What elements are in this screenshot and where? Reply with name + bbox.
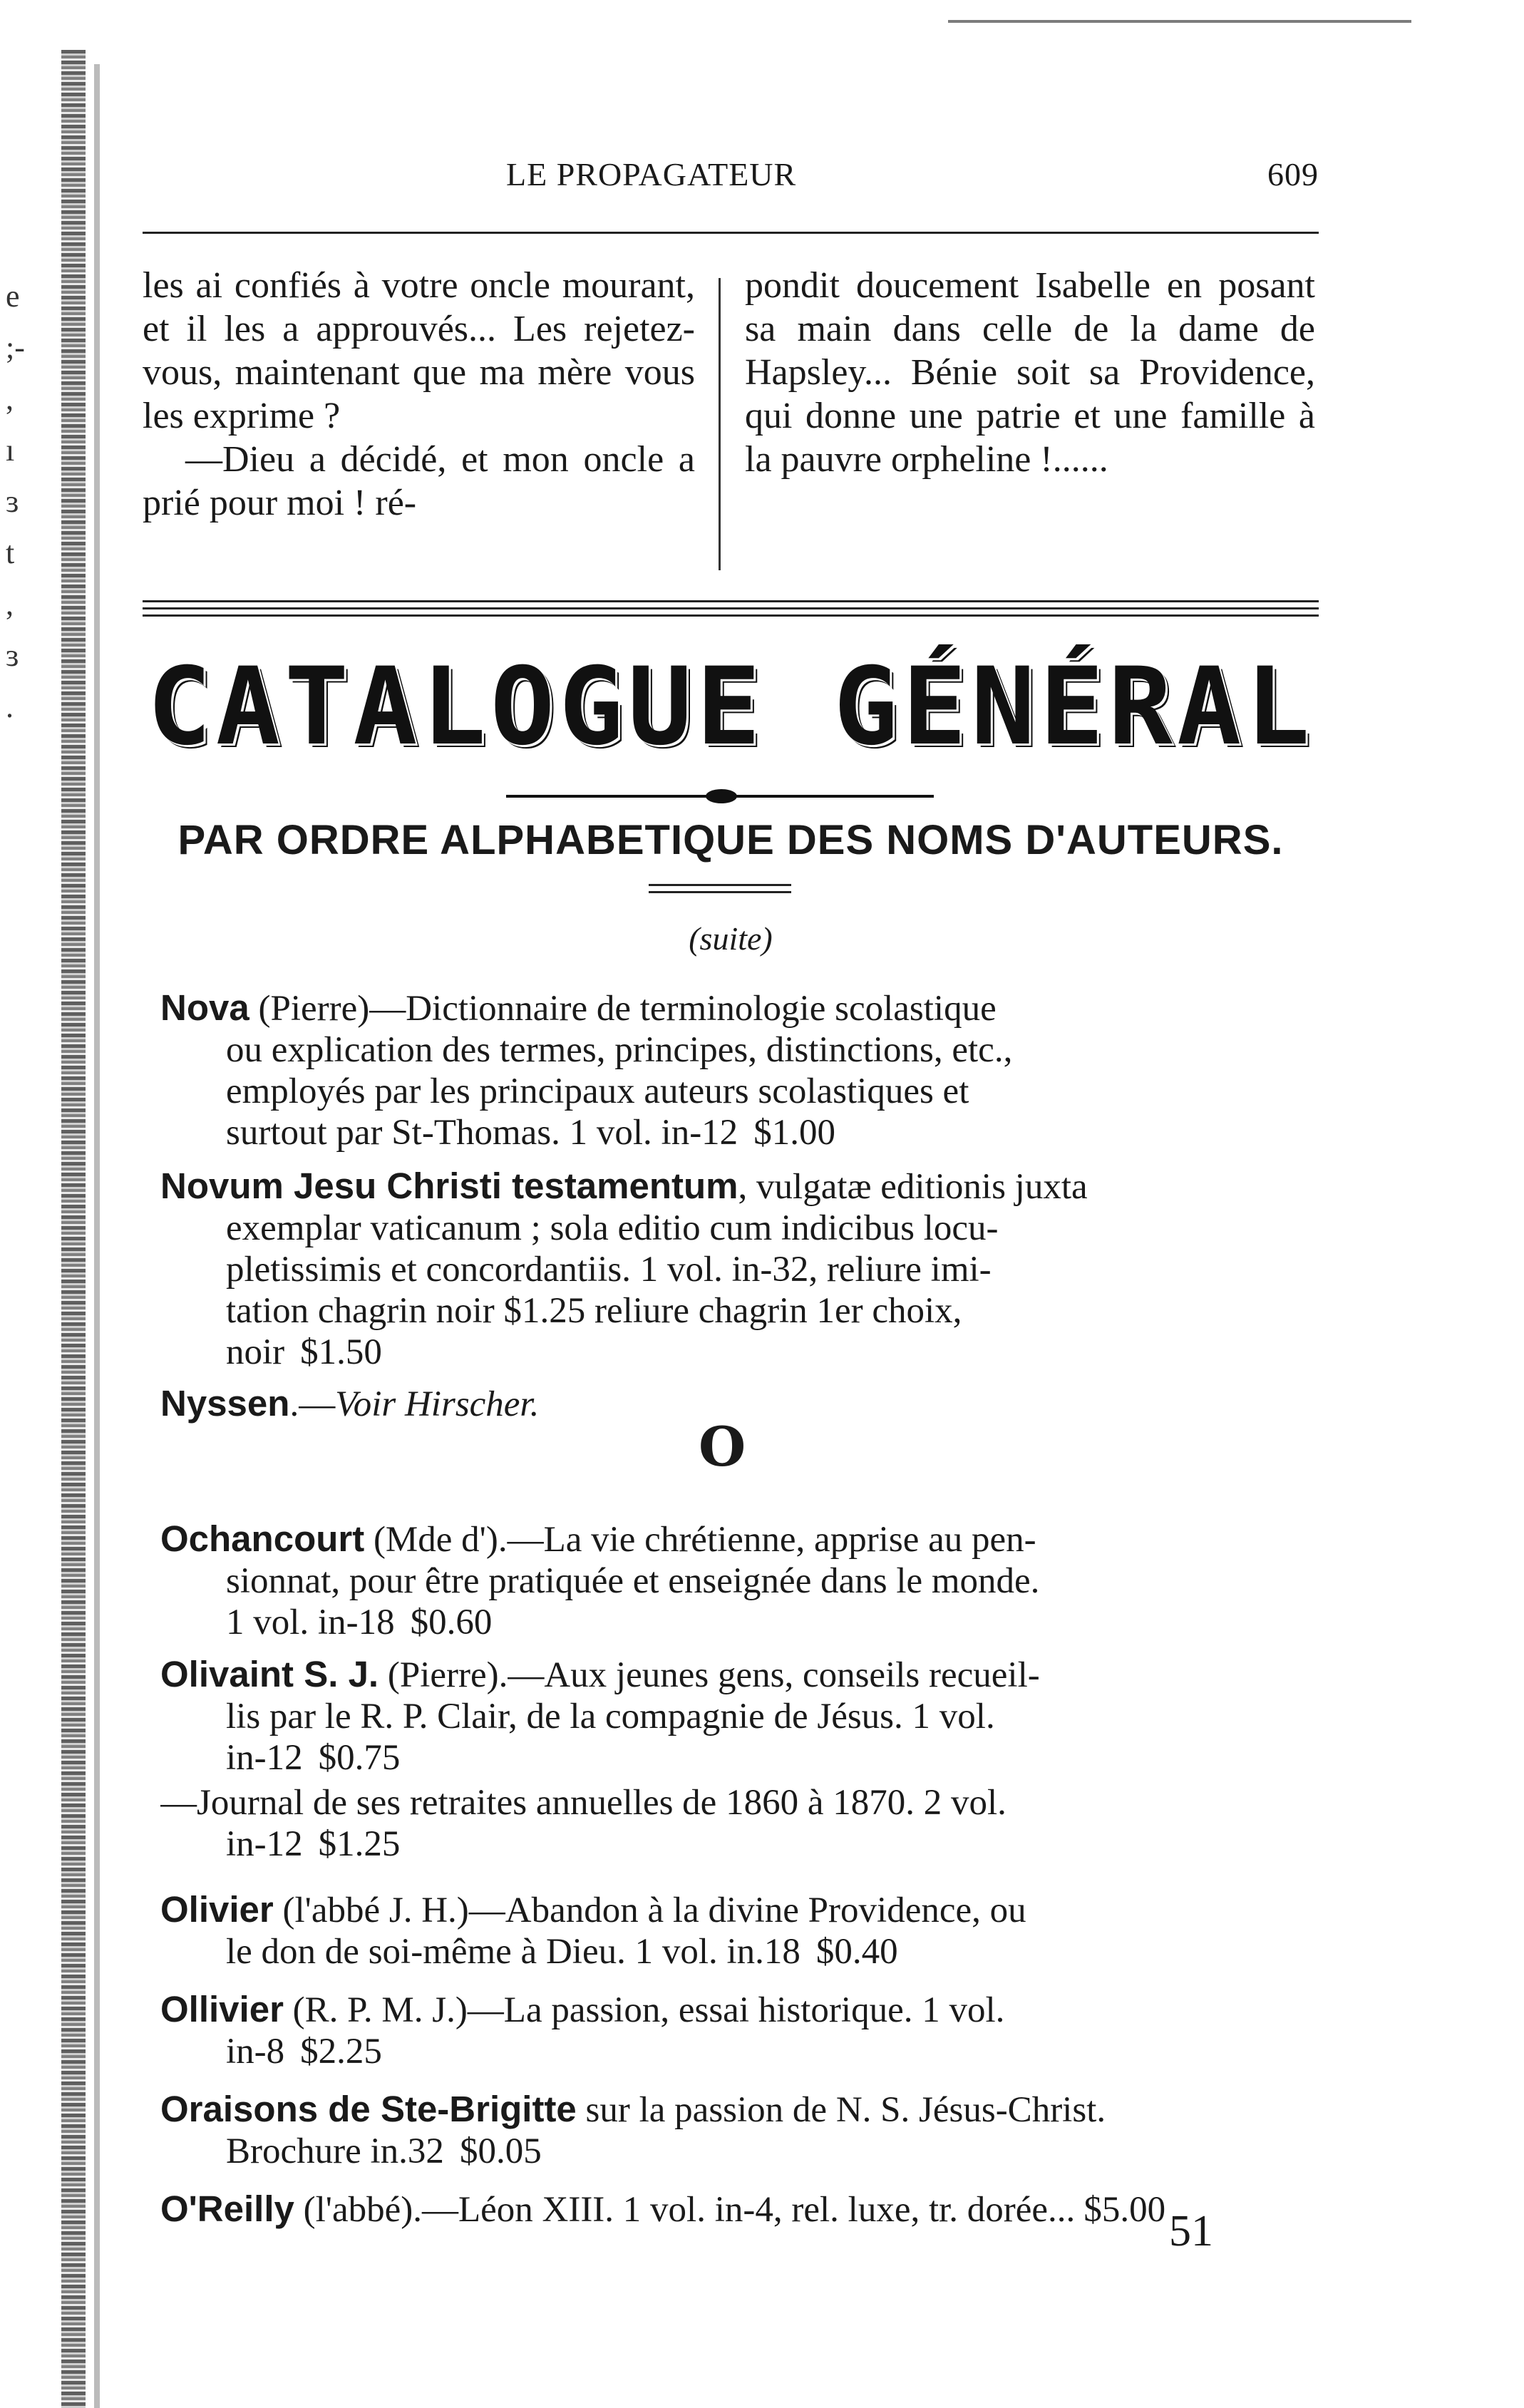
catalog-entry-nyssen: Nyssen.—Voir Hirscher.: [160, 1383, 540, 1424]
catalog-entry-ochancourt: Ochancourt (Mde d').—La vie chrétienne, apprise au pen- sionnat, pour être pratiquée et enseignée dans le monde. 1 vol. in-18 $0.60: [160, 1518, 1040, 1642]
story-columns: [143, 264, 1319, 577]
column-divider: [719, 278, 721, 570]
entry-price: $1.00: [753, 1113, 835, 1153]
catalog-entry-nova: Nova (Pierre)—Dictionnaire de terminologie scolastique ou explication des termes, principes, distinctions, etc., employés par les principaux auteurs scolastiques et surtout par St-Thomas. 1 vol. in-12 $1.00: [160, 987, 1013, 1153]
entry-price: $0.05: [459, 2131, 542, 2171]
catalog-entry-oraisons: Oraisons de Ste-Brigitte sur la passion de N. S. Jésus-Christ. Brochure in.32 $0.05: [160, 2089, 1106, 2171]
running-title: LE PROPAGATEUR: [506, 156, 797, 192]
entry-price: $0.75: [318, 1738, 401, 1778]
story-paragraph: les ai confiés à votre oncle mourant, et il les a approuvés... Les rejetez-vous, maintenant que ma mère vous les exprime ?: [143, 265, 695, 436]
entry-author: Oraisons de Ste-Brigitte: [160, 2089, 577, 2129]
story-paragraph: pondit doucement Isabelle en posant sa main dans celle de la dame de Hapsley... Bénie soit sa Providence, qui donne une patrie et une famille à la pauvre orpheline !......: [745, 265, 1315, 480]
catalog-entry-olivier: Olivier (l'abbé J. H.)—Abandon à la divine Providence, ou le don de soi-même à Dieu. 1 vol. in.18 $0.40: [160, 1889, 1026, 1972]
signature-mark: 51: [1169, 2207, 1213, 2255]
catalog-entry-novum: Novum Jesu Christi testamentum, vulgatæ editionis juxta exemplar vaticanum ; sola editio cum indicibus locu- pletissimis et concordantiis. 1 vol. in-32, reliure imi- tation chagrin noir $1.25 reliure chagrin 1er choix, noir $1.50: [160, 1166, 1088, 1372]
entry-price: $0.60: [410, 1602, 493, 1642]
entry-author: Ochancourt: [160, 1518, 365, 1559]
page-number: 609: [1267, 156, 1319, 192]
entry-price: $5.00: [1083, 2190, 1166, 2230]
entry-price: $1.50: [300, 1332, 382, 1372]
entry-author: O'Reilly: [160, 2188, 294, 2229]
section-rule-mid: [143, 607, 1319, 609]
suite-label: (suite): [689, 920, 773, 957]
page-header: [143, 155, 1319, 198]
left-margin-marks: e ;- , ı ɜ t , ɜ .: [6, 279, 25, 724]
entry-price: $2.25: [300, 2032, 382, 2072]
book-page: [143, 0, 1319, 2408]
catalog-subtitle: PAR ORDRE ALPHABETIQUE DES NOMS D'AUTEURS.: [177, 817, 1284, 863]
story-paragraph: —Dieu a décidé, et mon oncle a prié pour moi ! ré-: [143, 439, 695, 523]
story-left-column: [143, 264, 695, 525]
section-rule-top: [143, 600, 1319, 602]
catalog-entry-journal: —Journal de ses retraites annuelles de 1860 à 1870. 2 vol. in-12 $1.25: [160, 1783, 1006, 1864]
story-right-column: [745, 264, 1315, 481]
entry-price: $1.25: [318, 1824, 401, 1864]
entry-author: Olivaint S. J.: [160, 1654, 379, 1694]
entry-author: Novum Jesu Christi testamentum: [160, 1166, 738, 1206]
section-rule-bottom: [143, 614, 1319, 617]
title-ornament-dot: [706, 789, 737, 803]
header-rule: [143, 232, 1319, 234]
entry-author: Olivier: [160, 1889, 274, 1930]
cross-reference: Voir Hirscher.: [335, 1384, 540, 1424]
scan-binding-shadow: [94, 64, 100, 2408]
catalog-entry-oreilly: O'Reilly (l'abbé).—Léon XIII. 1 vol. in-4, rel. luxe, tr. dorée... $5.00: [160, 2188, 1166, 2230]
scan-binding-edge: [61, 50, 86, 2408]
entry-author: Nova: [160, 987, 249, 1028]
subtitle-rule: [649, 891, 791, 893]
catalog-entry-olivaint: Olivaint S. J. (Pierre).—Aux jeunes gens, conseils recueil- lis par le R. P. Clair, de la compagnie de Jésus. 1 vol. in-12 $0.75: [160, 1654, 1040, 1778]
section-letter: O: [699, 1415, 746, 1478]
entry-price: $0.40: [815, 1932, 898, 1972]
catalog-entry-ollivier: Ollivier (R. P. M. J.)—La passion, essai historique. 1 vol. in-8 $2.25: [160, 1989, 1005, 2072]
catalog-title: CATALOGUE GÉNÉRAL: [147, 645, 1314, 769]
subtitle-rule: [649, 884, 791, 886]
entry-author: Nyssen: [160, 1383, 290, 1424]
entry-author: Ollivier: [160, 1989, 284, 2029]
